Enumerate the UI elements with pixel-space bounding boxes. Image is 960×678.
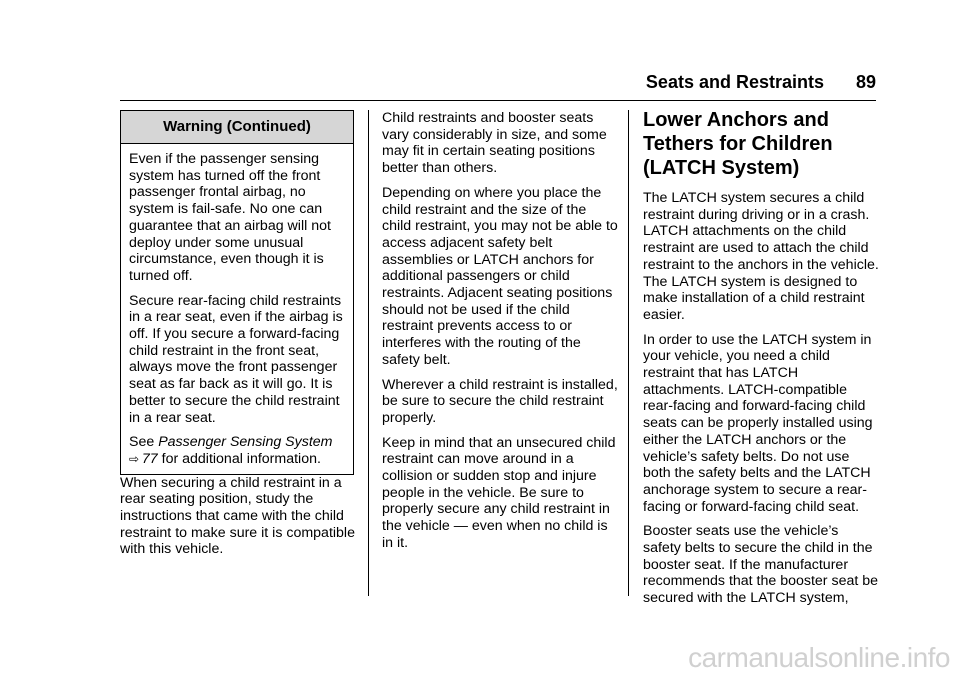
see-suffix: for additional information. bbox=[157, 450, 321, 467]
warning-box bbox=[120, 110, 354, 475]
warning-paragraph: Even if the passenger sensing system has turned off the front passenger frontal airbag, no system is fail-safe. No one can guarantee that an airbag will not deploy under some unusual circumstance, even though it is turned off. bbox=[129, 151, 331, 284]
body-paragraph: Booster seats use the vehicle’s safety belts to secure the child in the booster seat. If the manufacturer recommends that the booster seat be secured with the LATCH system, bbox=[643, 523, 879, 607]
body-paragraph: When securing a child restraint in a rear seating position, study the instructions that came with the child restraint to make sure it is compatible with this vehicle. bbox=[120, 474, 355, 558]
column-3 bbox=[643, 108, 879, 615]
body-paragraph: Keep in mind that an unsecured child restraint can move around in a collision or sudden stop and injure people in the vehicle. Be sure to properly secure any child restraint in the vehicle — even when no child is in it. bbox=[382, 434, 616, 551]
body-paragraph: Wherever a child restraint is installed, be sure to secure the child restraint properly. bbox=[382, 376, 618, 426]
see-prefix: See bbox=[129, 434, 159, 451]
page-reference-arrow-icon: ⇨ bbox=[129, 451, 140, 466]
page-header bbox=[120, 72, 876, 101]
body-paragraph: Child restraints and booster seats vary considerably in size, and some may fit in certain seating positions better than others. bbox=[382, 110, 607, 177]
watermark: carmanualsonline.info bbox=[688, 642, 950, 673]
warning-paragraph: Secure rear-facing child restraints in a rear seat, even if the airbag is off. If you secure a forward-facing child restraint in the front seat, always move the front passenger seat as far back as it will go. It is better to secure the child restraint in a rear seat. bbox=[129, 292, 343, 426]
cross-reference-page[interactable]: 77 bbox=[141, 450, 158, 467]
cross-reference-link[interactable]: Passenger Sensing System bbox=[158, 434, 333, 451]
column-divider-1 bbox=[368, 110, 369, 596]
body-paragraph: The LATCH system secures a child restraint during driving or in a crash. LATCH attachments on the child restraint are used to attach the child restraint to the anchors in the vehicle. The LATCH system is designed to make installation of a child restraint easier. bbox=[643, 190, 879, 323]
body-paragraph: In order to use the LATCH system in your vehicle, you need a child restraint that has LATCH attachments. LATCH-compatible rear-facing and forward-facing child seats can be properly installed using either the LATCH anchors or the vehicle’s safety belts. Do not use both the safety belts and the LATCH anchorage system to secure a rear-facing or forward-facing child seat. bbox=[643, 331, 873, 515]
warning-title: Warning (Continued) bbox=[121, 111, 353, 144]
page-number: 89 bbox=[855, 72, 876, 92]
column-1 bbox=[120, 110, 356, 566]
body-paragraph: Depending on where you place the child restraint and the size of the child restraint, you may not be able to access adjacent safety belt assemblies or LATCH anchors for additional passengers or child restraints. Adjacent seating positions should not be used if the child restraint prevents access to or interferes with the routing of the safety belt. bbox=[382, 184, 618, 368]
column-divider-2 bbox=[628, 110, 629, 596]
section-heading: Lower Anchors and Tethers for Children (LATCH System) bbox=[643, 109, 833, 179]
section-title: Seats and Restraints bbox=[645, 72, 824, 92]
column-2 bbox=[382, 110, 618, 560]
warning-body bbox=[121, 144, 353, 474]
warning-see-reference bbox=[129, 434, 345, 467]
